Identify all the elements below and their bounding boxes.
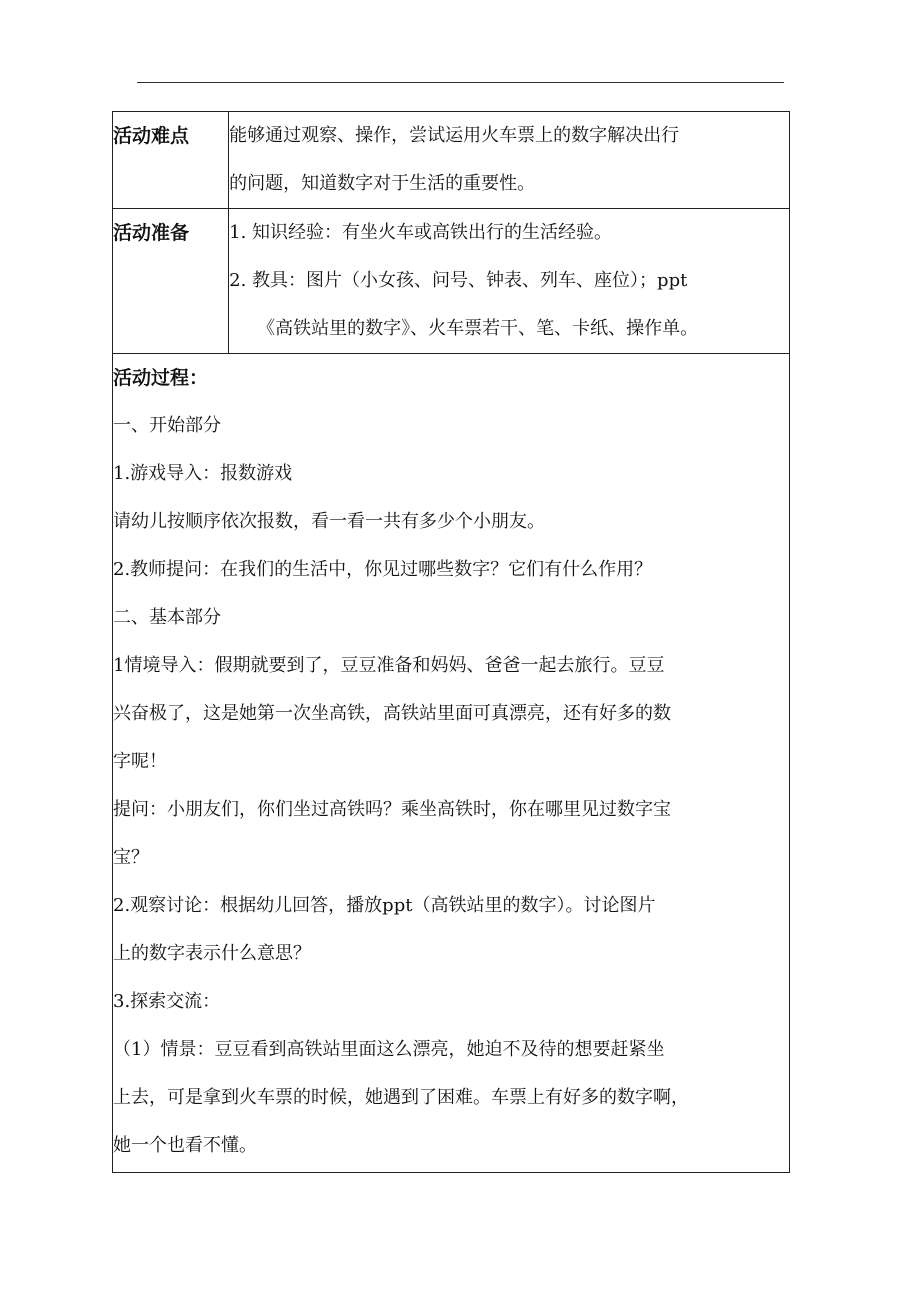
- process-line: 字呢！: [113, 751, 167, 772]
- text-line: 2. 教具：图片（小女孩、问号、钟表、列车、座位）；ppt: [229, 270, 688, 291]
- process-line: 一、开始部分: [113, 415, 221, 436]
- process-line: 上的数字表示什么意思？: [113, 943, 311, 964]
- text-line: 《高铁站里的数字》、火车票若干、笔、卡纸、操作单。: [257, 318, 699, 339]
- process-line: 1情境导入：假期就要到了，豆豆准备和妈妈、爸爸一起去旅行。豆豆: [113, 655, 665, 676]
- process-cell: [113, 354, 790, 1173]
- process-line: 她一个也看不懂。: [113, 1135, 257, 1156]
- process-line: 二、基本部分: [113, 607, 221, 628]
- table-row-process: [113, 354, 790, 1173]
- process-line: 宝？: [113, 847, 149, 868]
- process-line: （1）情景：豆豆看到高铁站里面这么漂亮，她迫不及待的想要赶紧坐: [113, 1039, 665, 1060]
- process-line: 提问：小朋友们，你们坐过高铁吗？乘坐高铁时，你在哪里见过数字宝: [113, 799, 671, 820]
- process-line: 兴奋极了，这是她第一次坐高铁，高铁站里面可真漂亮，还有好多的数: [113, 703, 671, 724]
- process-line: 2.观察讨论：根据幼儿回答，播放ppt（高铁站里的数字）。讨论图片: [113, 895, 656, 916]
- process-line: 请幼儿按顺序依次报数，看一看一共有多少个小朋友。: [113, 511, 545, 532]
- row-content-difficulty: [229, 112, 790, 209]
- process-line: 上去，可是拿到火车票的时候，她遇到了困难。车票上有好多的数字啊，: [113, 1087, 689, 1108]
- process-title: 活动过程：: [113, 367, 209, 389]
- process-line: 2.教师提问：在我们的生活中，你见过哪些数字？它们有什么作用？: [113, 559, 653, 580]
- table-row-difficulty: [113, 112, 790, 209]
- table-row-preparation: [113, 209, 790, 354]
- process-line: 1.游戏导入：报数游戏: [113, 463, 293, 484]
- row-label-difficulty: 活动难点: [113, 112, 229, 209]
- row-label-preparation: 活动准备: [113, 209, 229, 354]
- row-content-preparation: [229, 209, 790, 354]
- text-line: 的问题，知道数字对于生活的重要性。: [229, 173, 536, 194]
- text-line: 能够通过观察、操作，尝试运用火车票上的数字解决出行: [229, 125, 680, 146]
- process-line: 3.探索交流：: [113, 991, 221, 1012]
- lesson-plan-table: [112, 111, 790, 1173]
- text-line: 1. 知识经验：有坐火车或高铁出行的生活经验。: [229, 222, 613, 243]
- header-rule: [137, 82, 784, 83]
